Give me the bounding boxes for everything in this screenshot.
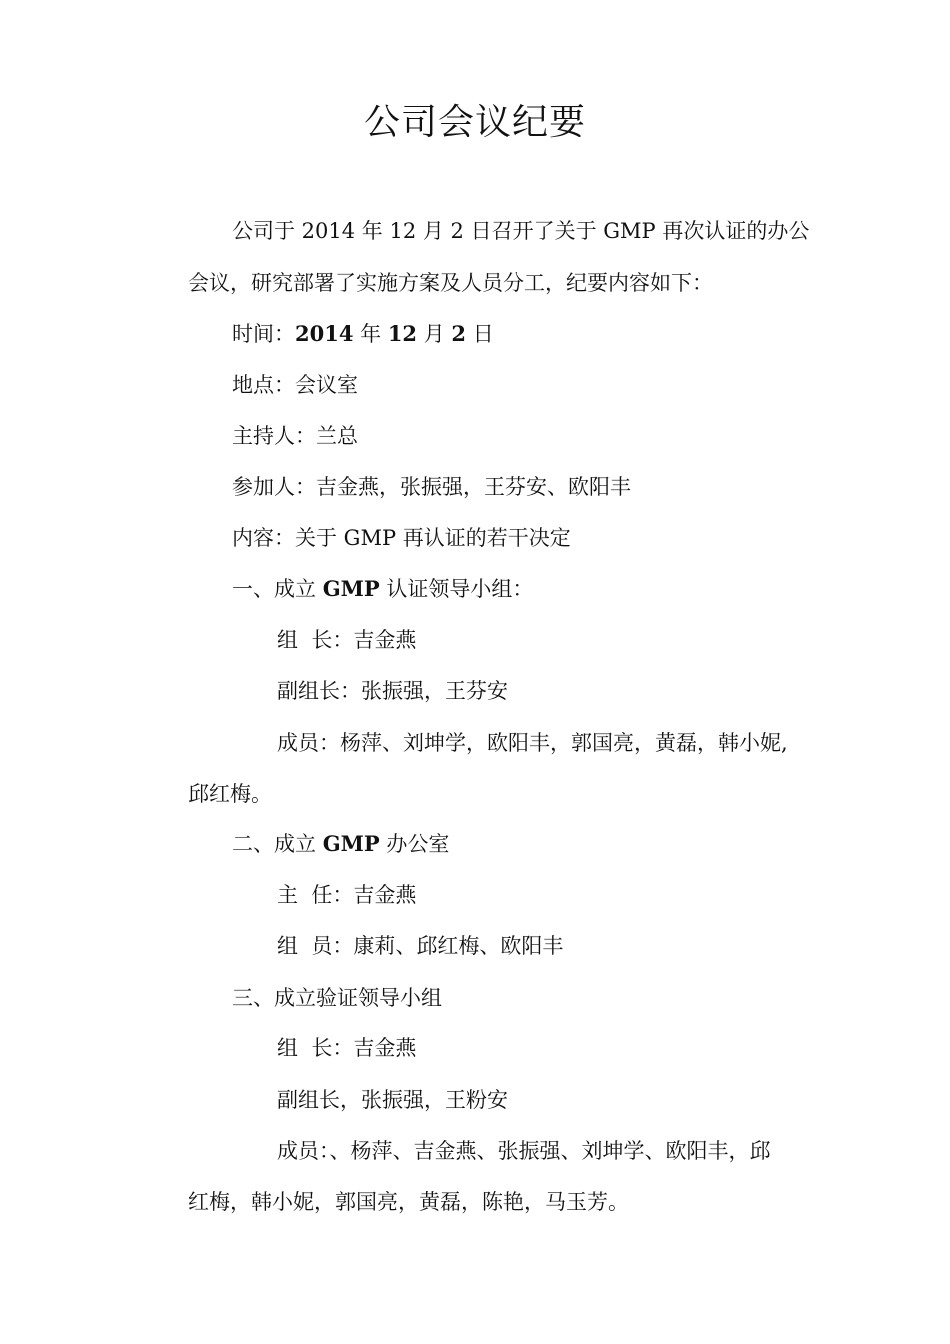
section-2-staff: 组 员：康莉、邱红梅、欧阳丰 [277,934,564,958]
section-2-bold: GMP [322,831,380,856]
meeting-content: 内容：关于 GMP 再认证的若干决定 [232,526,571,550]
time-month-unit: 月 [417,322,452,346]
time-day-unit: 日 [466,322,494,346]
meeting-attendees: 参加人：吉金燕，张振强，王芬安、欧阳丰 [232,475,631,499]
section-2-heading [232,829,449,859]
time-month: 12 [387,321,418,346]
section-3-heading: 三、成立验证领导小组 [232,986,442,1010]
section-1-heading [232,574,533,604]
intro-line-1: 公司于 2014 年 12 月 2 日召开了关于 GMP 再次认证的办公 [232,219,810,243]
section-1-leader: 组 长：吉金燕 [277,628,417,652]
section-2-suffix: 办公室 [379,832,450,856]
time-year: 2014 [295,321,354,346]
meeting-place: 地点：会议室 [232,373,358,397]
section-3-deputy: 副组长，张振强，王粉安 [277,1088,508,1112]
time-label: 时间： [232,322,295,346]
section-1-suffix: 认证领导小组： [379,577,534,601]
time-day: 2 [451,321,467,346]
intro-line-2: 会议，研究部署了实施方案及人员分工，纪要内容如下： [188,271,713,295]
section-1-prefix: 一、成立 [232,577,323,601]
section-3-leader: 组 长：吉金燕 [277,1036,417,1060]
section-1-deputy: 副组长：张振强，王芬安 [277,679,508,703]
section-2-prefix: 二、成立 [232,832,323,856]
meeting-host: 主持人：兰总 [232,424,358,448]
section-3-members-line-2: 红梅，韩小妮，郭国亮，黄磊，陈艳，马玉芳。 [188,1190,629,1214]
section-2-director: 主 任：吉金燕 [277,883,417,907]
document-title: 公司会议纪要 [363,102,586,143]
section-1-bold: GMP [322,576,380,601]
section-3-members-line-1: 成员：、杨萍、吉金燕、张振强、刘坤学、欧阳丰，邱 [277,1139,771,1163]
section-1-members-line-2: 邱红梅。 [188,782,272,806]
time-year-unit: 年 [353,322,388,346]
meeting-time [232,319,494,349]
section-1-members-line-1: 成员：杨萍、刘坤学，欧阳丰，郭国亮，黄磊，韩小妮, [277,731,788,755]
